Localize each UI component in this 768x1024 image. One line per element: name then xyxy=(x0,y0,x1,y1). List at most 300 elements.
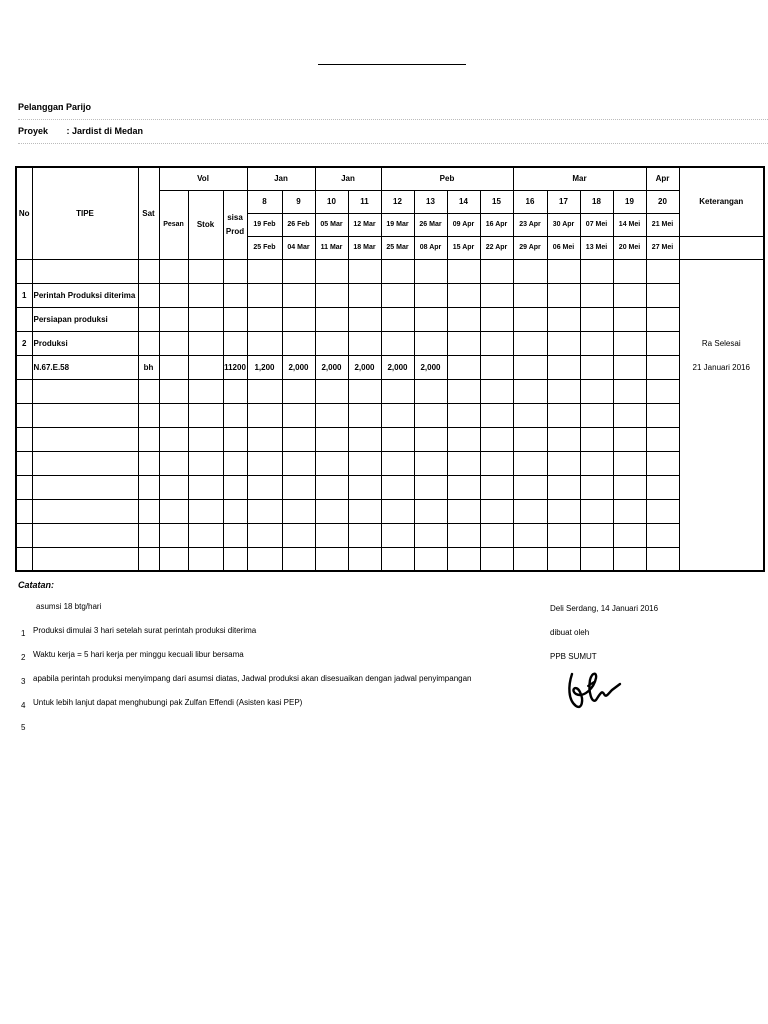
col-stok-header: Stok xyxy=(188,190,223,259)
row-week-cell xyxy=(646,547,679,571)
row-week-cell xyxy=(247,379,282,403)
row-week-cell xyxy=(580,403,613,427)
note-text: Waktu kerja = 5 hari kerja per minggu kecuali libur bersama xyxy=(33,650,244,659)
row-stok xyxy=(188,331,223,355)
col-vol-header: Vol xyxy=(159,167,247,190)
row-week-cell xyxy=(381,331,414,355)
row-week-cell xyxy=(646,499,679,523)
row-week-cell xyxy=(447,451,480,475)
row-week-cell xyxy=(348,331,381,355)
row-sisa xyxy=(223,547,247,571)
row-no xyxy=(16,547,32,571)
row-week-cell xyxy=(348,283,381,307)
row-week-cell xyxy=(381,379,414,403)
row-sisa xyxy=(223,427,247,451)
row-week-cell xyxy=(580,499,613,523)
row-week-cell xyxy=(480,547,513,571)
row-tipe: Persiapan produksi xyxy=(32,307,138,331)
month-header: Jan xyxy=(315,167,381,190)
table-row xyxy=(16,403,764,427)
week-number: 16 xyxy=(513,190,547,213)
row-tipe xyxy=(32,259,138,283)
row-week-cell xyxy=(414,379,447,403)
row-week-cell xyxy=(447,499,480,523)
row-week-cell xyxy=(580,547,613,571)
signature-scribble xyxy=(566,664,626,714)
row-sisa xyxy=(223,307,247,331)
row-week-cell xyxy=(381,403,414,427)
keterangan-line: Ra Selesai xyxy=(701,338,741,348)
row-tipe: Produksi xyxy=(32,331,138,355)
row-week-cell xyxy=(547,331,580,355)
row-week-cell xyxy=(513,403,547,427)
row-tipe xyxy=(32,523,138,547)
row-week-cell xyxy=(580,331,613,355)
row-week-cell xyxy=(580,523,613,547)
row-sat xyxy=(138,403,159,427)
row-week-cell xyxy=(547,403,580,427)
row-week-cell xyxy=(315,499,348,523)
week-start-date: 16 Apr xyxy=(480,213,513,236)
week-number: 10 xyxy=(315,190,348,213)
row-week-cell xyxy=(513,259,547,283)
row-week-cell xyxy=(480,523,513,547)
row-week-cell xyxy=(580,259,613,283)
row-tipe xyxy=(32,427,138,451)
week-end-date: 20 Mei xyxy=(613,236,646,259)
week-end-date: 25 Feb xyxy=(247,236,282,259)
row-week-cell xyxy=(480,283,513,307)
week-start-date: 26 Feb xyxy=(282,213,315,236)
row-tipe xyxy=(32,451,138,475)
week-number: 17 xyxy=(547,190,580,213)
row-pesan xyxy=(159,475,188,499)
row-week-cell xyxy=(282,307,315,331)
table-row xyxy=(16,427,764,451)
week-start-date: 19 Mar xyxy=(381,213,414,236)
row-week-cell xyxy=(282,283,315,307)
table-row xyxy=(16,307,764,331)
divider xyxy=(18,119,768,120)
row-week-cell xyxy=(646,427,679,451)
week-number: 8 xyxy=(247,190,282,213)
row-week-cell xyxy=(480,355,513,379)
row-week-cell xyxy=(547,451,580,475)
week-end-date: 13 Mei xyxy=(580,236,613,259)
row-week-cell xyxy=(315,427,348,451)
row-no xyxy=(16,523,32,547)
row-stok xyxy=(188,451,223,475)
row-sat xyxy=(138,283,159,307)
notes-assumption: asumsi 18 btg/hari xyxy=(36,602,102,611)
row-week-cell xyxy=(547,547,580,571)
row-pesan xyxy=(159,355,188,379)
table-row xyxy=(16,283,764,307)
pelanggan-label: Pelanggan xyxy=(18,102,64,112)
row-week-cell xyxy=(447,379,480,403)
row-week-cell xyxy=(381,475,414,499)
note-text: Untuk lebih lanjut dapat menghubungi pak Zulfan Effendi (Asisten kasi PEP) xyxy=(33,698,303,707)
row-week-cell xyxy=(613,331,646,355)
row-sat xyxy=(138,427,159,451)
row-week-cell xyxy=(247,499,282,523)
row-week-cell xyxy=(447,259,480,283)
week-end-date: 22 Apr xyxy=(480,236,513,259)
row-sat xyxy=(138,379,159,403)
row-week-cell xyxy=(613,523,646,547)
week-start-date: 07 Mei xyxy=(580,213,613,236)
row-week-cell xyxy=(414,547,447,571)
row-week-cell xyxy=(480,403,513,427)
row-week-cell xyxy=(513,331,547,355)
table-row xyxy=(16,451,764,475)
week-number: 15 xyxy=(480,190,513,213)
proyek-value: : Jardist di Medan xyxy=(66,126,144,136)
row-week-cell xyxy=(315,547,348,571)
week-end-date: 15 Apr xyxy=(447,236,480,259)
row-sisa: 11200 xyxy=(223,355,247,379)
week-number: 20 xyxy=(646,190,679,213)
table-row xyxy=(16,379,764,403)
row-week-cell xyxy=(447,355,480,379)
row-week-cell xyxy=(247,331,282,355)
row-sat xyxy=(138,259,159,283)
row-week-cell xyxy=(513,283,547,307)
row-week-cell xyxy=(513,547,547,571)
row-week-cell xyxy=(447,475,480,499)
row-week-cell xyxy=(381,547,414,571)
row-sat xyxy=(138,499,159,523)
row-stok xyxy=(188,355,223,379)
row-no: 2 xyxy=(16,331,32,355)
row-week-cell xyxy=(348,403,381,427)
row-stok xyxy=(188,523,223,547)
row-week-cell xyxy=(282,259,315,283)
row-week-cell xyxy=(513,355,547,379)
row-no xyxy=(16,307,32,331)
row-week-cell xyxy=(646,355,679,379)
row-week-cell xyxy=(580,475,613,499)
month-header: Mar xyxy=(513,167,646,190)
table-row xyxy=(16,475,764,499)
col-keterangan-header: Keterangan xyxy=(679,167,764,236)
row-week-cell xyxy=(348,451,381,475)
row-week-cell xyxy=(315,523,348,547)
row-week-cell xyxy=(381,499,414,523)
col-tipe-header: TIPE xyxy=(32,167,138,259)
row-week-cell xyxy=(282,523,315,547)
row-week-cell: 2,000 xyxy=(348,355,381,379)
row-week-cell xyxy=(447,331,480,355)
row-stok xyxy=(188,283,223,307)
row-week-cell xyxy=(580,307,613,331)
row-tipe: N.67.E.58 xyxy=(32,355,138,379)
row-week-cell xyxy=(480,499,513,523)
row-week-cell xyxy=(580,355,613,379)
row-sat xyxy=(138,547,159,571)
row-week-cell xyxy=(348,259,381,283)
month-header: Peb xyxy=(381,167,513,190)
row-pesan xyxy=(159,259,188,283)
row-pesan xyxy=(159,427,188,451)
row-week-cell xyxy=(613,427,646,451)
row-week-cell xyxy=(547,523,580,547)
pelanggan-value: : Parijo xyxy=(60,102,92,112)
row-sat xyxy=(138,307,159,331)
row-sisa xyxy=(223,379,247,403)
row-week-cell xyxy=(613,355,646,379)
row-week-cell xyxy=(447,403,480,427)
row-pesan xyxy=(159,331,188,355)
row-tipe xyxy=(32,475,138,499)
row-no xyxy=(16,403,32,427)
row-week-cell xyxy=(513,307,547,331)
row-sisa xyxy=(223,475,247,499)
row-sat xyxy=(138,331,159,355)
week-start-date: 23 Apr xyxy=(513,213,547,236)
row-week-cell xyxy=(348,427,381,451)
row-week-cell xyxy=(447,283,480,307)
col-sisa-header: sisa Prod xyxy=(223,190,247,259)
row-week-cell xyxy=(447,547,480,571)
row-week-cell xyxy=(447,523,480,547)
row-week-cell xyxy=(480,307,513,331)
week-start-date: 19 Feb xyxy=(247,213,282,236)
row-week-cell xyxy=(580,451,613,475)
row-week-cell xyxy=(580,283,613,307)
note-text: Produksi dimulai 3 hari setelah surat perintah produksi diterima xyxy=(33,626,257,635)
week-start-date: 26 Mar xyxy=(414,213,447,236)
row-sat: bh xyxy=(138,355,159,379)
week-number: 13 xyxy=(414,190,447,213)
row-week-cell xyxy=(414,475,447,499)
row-week-cell xyxy=(547,283,580,307)
table-row xyxy=(16,499,764,523)
row-week-cell xyxy=(513,427,547,451)
row-week-cell xyxy=(348,499,381,523)
row-week-cell xyxy=(613,307,646,331)
row-pesan xyxy=(159,403,188,427)
row-no xyxy=(16,499,32,523)
row-week-cell xyxy=(348,379,381,403)
row-tipe: Perintah Produksi diterima xyxy=(32,283,138,307)
row-week-cell xyxy=(282,547,315,571)
week-number: 19 xyxy=(613,190,646,213)
row-week-cell xyxy=(315,307,348,331)
row-no xyxy=(16,379,32,403)
row-week-cell xyxy=(282,379,315,403)
row-week-cell xyxy=(414,259,447,283)
row-sat xyxy=(138,451,159,475)
row-week-cell xyxy=(315,283,348,307)
note-number: 3 xyxy=(21,677,26,686)
col-pesan-header: Pesan xyxy=(159,190,188,259)
row-week-cell xyxy=(613,379,646,403)
col-sat-header: Sat xyxy=(138,167,159,259)
row-pesan xyxy=(159,283,188,307)
row-sisa xyxy=(223,451,247,475)
row-week-cell: 2,000 xyxy=(282,355,315,379)
row-tipe xyxy=(32,379,138,403)
row-week-cell xyxy=(348,475,381,499)
row-pesan xyxy=(159,547,188,571)
week-end-date: 06 Mei xyxy=(547,236,580,259)
week-number: 12 xyxy=(381,190,414,213)
row-week-cell xyxy=(547,379,580,403)
row-week-cell xyxy=(613,475,646,499)
note-number: 1 xyxy=(21,629,26,638)
row-week-cell xyxy=(414,331,447,355)
proyek-row xyxy=(18,126,143,136)
row-week-cell xyxy=(282,331,315,355)
row-no xyxy=(16,355,32,379)
week-number: 11 xyxy=(348,190,381,213)
row-week-cell xyxy=(646,259,679,283)
notes-title: Catatan: xyxy=(18,580,55,590)
week-start-date: 12 Mar xyxy=(348,213,381,236)
row-week-cell xyxy=(414,523,447,547)
row-stok xyxy=(188,475,223,499)
row-week-cell xyxy=(646,475,679,499)
row-week-cell xyxy=(414,403,447,427)
row-no xyxy=(16,259,32,283)
note-number: 5 xyxy=(21,723,26,732)
row-sisa xyxy=(223,331,247,355)
row-week-cell xyxy=(613,499,646,523)
week-start-date: 21 Mei xyxy=(646,213,679,236)
row-week-cell xyxy=(282,451,315,475)
row-pesan xyxy=(159,499,188,523)
row-week-cell xyxy=(480,331,513,355)
row-week-cell xyxy=(547,499,580,523)
row-week-cell xyxy=(247,475,282,499)
row-week-cell xyxy=(381,523,414,547)
keterangan-sub-header xyxy=(679,236,764,259)
row-week-cell xyxy=(613,283,646,307)
row-week-cell xyxy=(646,379,679,403)
week-number: 18 xyxy=(580,190,613,213)
row-week-cell xyxy=(480,451,513,475)
row-week-cell xyxy=(513,523,547,547)
row-week-cell xyxy=(315,403,348,427)
week-end-date: 04 Mar xyxy=(282,236,315,259)
row-stok xyxy=(188,427,223,451)
keterangan-line: 21 Januari 2016 xyxy=(692,362,750,372)
note-number: 4 xyxy=(21,701,26,710)
row-week-cell xyxy=(646,307,679,331)
row-week-cell xyxy=(282,403,315,427)
row-week-cell xyxy=(547,307,580,331)
row-no: 1 xyxy=(16,283,32,307)
month-header: Apr xyxy=(646,167,679,190)
row-week-cell xyxy=(447,427,480,451)
row-week-cell xyxy=(247,403,282,427)
row-week-cell xyxy=(381,283,414,307)
row-pesan xyxy=(159,307,188,331)
row-week-cell xyxy=(348,547,381,571)
week-start-date: 05 Mar xyxy=(315,213,348,236)
month-header: Jan xyxy=(247,167,315,190)
note-number: 2 xyxy=(21,653,26,662)
row-stok xyxy=(188,307,223,331)
row-week-cell xyxy=(315,451,348,475)
row-week-cell xyxy=(247,259,282,283)
week-end-date: 25 Mar xyxy=(381,236,414,259)
row-week-cell xyxy=(247,547,282,571)
row-week-cell xyxy=(646,331,679,355)
row-week-cell xyxy=(547,427,580,451)
row-week-cell xyxy=(613,403,646,427)
row-sisa xyxy=(223,403,247,427)
row-tipe xyxy=(32,547,138,571)
signature-made-by: dibuat oleh xyxy=(550,628,590,637)
week-end-date: 18 Mar xyxy=(348,236,381,259)
row-week-cell xyxy=(247,451,282,475)
row-week-cell xyxy=(513,451,547,475)
row-week-cell xyxy=(547,355,580,379)
row-week-cell xyxy=(247,427,282,451)
row-tipe xyxy=(32,403,138,427)
row-week-cell xyxy=(414,307,447,331)
row-week-cell xyxy=(547,475,580,499)
row-stok xyxy=(188,547,223,571)
row-tipe xyxy=(32,499,138,523)
row-week-cell xyxy=(513,475,547,499)
week-end-date: 29 Apr xyxy=(513,236,547,259)
table-row xyxy=(16,355,764,379)
row-week-cell xyxy=(646,403,679,427)
week-number: 14 xyxy=(447,190,480,213)
row-week-cell xyxy=(580,427,613,451)
row-week-cell xyxy=(282,475,315,499)
row-week-cell xyxy=(315,475,348,499)
week-end-date: 08 Apr xyxy=(414,236,447,259)
row-no xyxy=(16,451,32,475)
row-week-cell: 1,200 xyxy=(247,355,282,379)
row-week-cell xyxy=(646,283,679,307)
row-week-cell: 2,000 xyxy=(414,355,447,379)
signature-place-date: Deli Serdang, 14 Januari 2016 xyxy=(550,604,659,613)
week-end-date: 11 Mar xyxy=(315,236,348,259)
week-start-date: 14 Mei xyxy=(613,213,646,236)
row-week-cell xyxy=(381,307,414,331)
row-week-cell xyxy=(381,451,414,475)
col-no-header: No xyxy=(16,167,32,259)
keterangan-cell xyxy=(679,259,764,571)
row-week-cell xyxy=(414,499,447,523)
row-week-cell xyxy=(247,283,282,307)
row-no xyxy=(16,475,32,499)
row-week-cell xyxy=(381,427,414,451)
row-stok xyxy=(188,259,223,283)
row-week-cell xyxy=(480,427,513,451)
row-pesan xyxy=(159,379,188,403)
row-week-cell xyxy=(348,307,381,331)
row-pesan xyxy=(159,451,188,475)
row-sat xyxy=(138,475,159,499)
table-row xyxy=(16,331,764,355)
row-week-cell xyxy=(414,283,447,307)
row-sisa xyxy=(223,523,247,547)
table-row xyxy=(16,523,764,547)
row-week-cell: 2,000 xyxy=(315,355,348,379)
row-stok xyxy=(188,403,223,427)
row-week-cell xyxy=(282,499,315,523)
production-schedule-table xyxy=(15,166,765,572)
row-week-cell xyxy=(247,307,282,331)
row-week-cell xyxy=(381,259,414,283)
row-stok xyxy=(188,379,223,403)
